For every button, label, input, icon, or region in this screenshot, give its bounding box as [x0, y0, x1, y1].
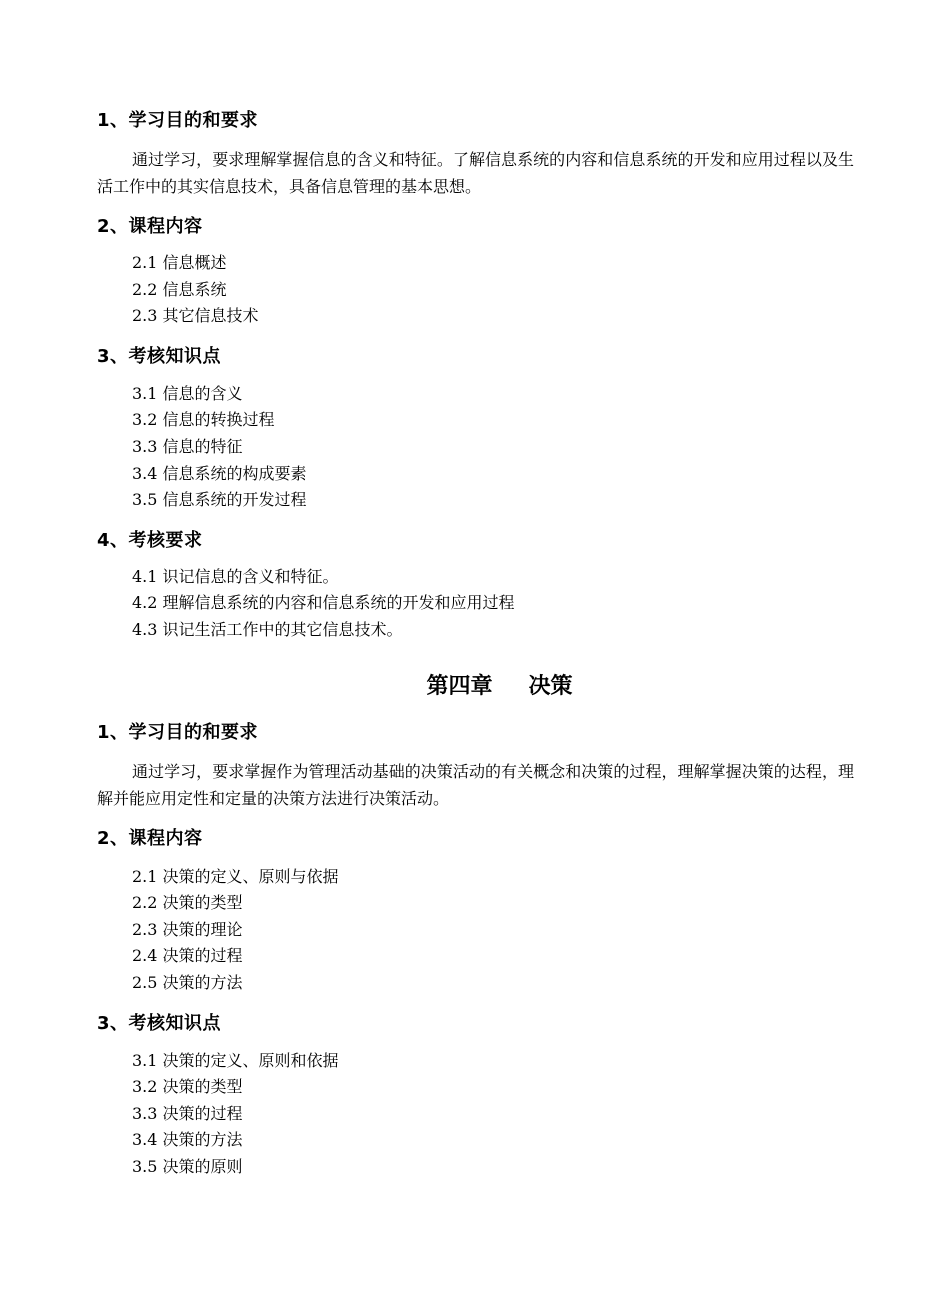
section-heading: 1、学习目的和要求 — [97, 721, 259, 743]
chapter-name: 决策 — [528, 673, 573, 699]
list-item: 3.1 信息的含义 — [132, 383, 243, 403]
section-heading: 2、课程内容 — [97, 216, 203, 237]
list-item: 4.1 识记信息的含义和特征。 — [132, 566, 339, 586]
points-list — [97, 381, 854, 514]
list-item: 4.2 理解信息系统的内容和信息系统的开发和应用过程 — [132, 593, 515, 613]
section-heading: 1、学习目的和要求 — [97, 110, 259, 131]
list-item: 2.3 其它信息技术 — [132, 306, 259, 326]
section-heading: 3、考核知识点 — [97, 1012, 222, 1034]
content-list — [97, 864, 854, 997]
list-item: 3.2 信息的转换过程 — [132, 410, 275, 430]
list-item: 3.1 决策的定义、原则和依据 — [132, 1050, 339, 1070]
list-item: 3.2 决策的类型 — [132, 1077, 243, 1097]
chapter-number: 第四章 — [426, 673, 493, 699]
list-item: 2.5 决策的方法 — [132, 972, 243, 992]
paragraph: 通过学习，要求理解掌握信息的含义和特征。了解信息系统的内容和信息系统的开发和应用过程以及生活工作中的其实信息技术，具备信息管理的基本思想。 — [97, 150, 854, 196]
requirements-list — [97, 564, 854, 644]
list-item: 3.4 信息系统的构成要素 — [132, 463, 307, 483]
list-item: 3.3 决策的过程 — [132, 1103, 243, 1123]
list-item: 3.4 决策的方法 — [132, 1130, 243, 1150]
section-heading: 2、课程内容 — [97, 827, 203, 849]
list-item: 3.5 决策的原则 — [132, 1156, 243, 1176]
section-heading: 4、考核要求 — [97, 529, 203, 551]
list-item: 4.3 识记生活工作中的其它信息技术。 — [132, 619, 403, 639]
paragraph: 通过学习，要求掌握作为管理活动基础的决策活动的有关概念和决策的过程，理解掌握决策的达程，理解并能应用定性和定量的决策方法进行决策活动。 — [97, 761, 854, 808]
points-list — [97, 1048, 854, 1181]
content-list — [97, 250, 854, 330]
list-item: 2.2 决策的类型 — [132, 893, 243, 913]
list-item: 2.4 决策的过程 — [132, 946, 243, 966]
list-item: 2.3 决策的理论 — [132, 919, 243, 939]
list-item: 3.5 信息系统的开发过程 — [132, 490, 307, 510]
chapter-title — [97, 672, 854, 702]
list-item: 2.1 信息概述 — [132, 253, 227, 272]
section-heading: 3、考核知识点 — [97, 345, 222, 367]
list-item: 2.1 决策的定义、原则与依据 — [132, 866, 339, 886]
list-item: 2.2 信息系统 — [132, 279, 227, 299]
list-item: 3.3 信息的特征 — [132, 436, 243, 456]
